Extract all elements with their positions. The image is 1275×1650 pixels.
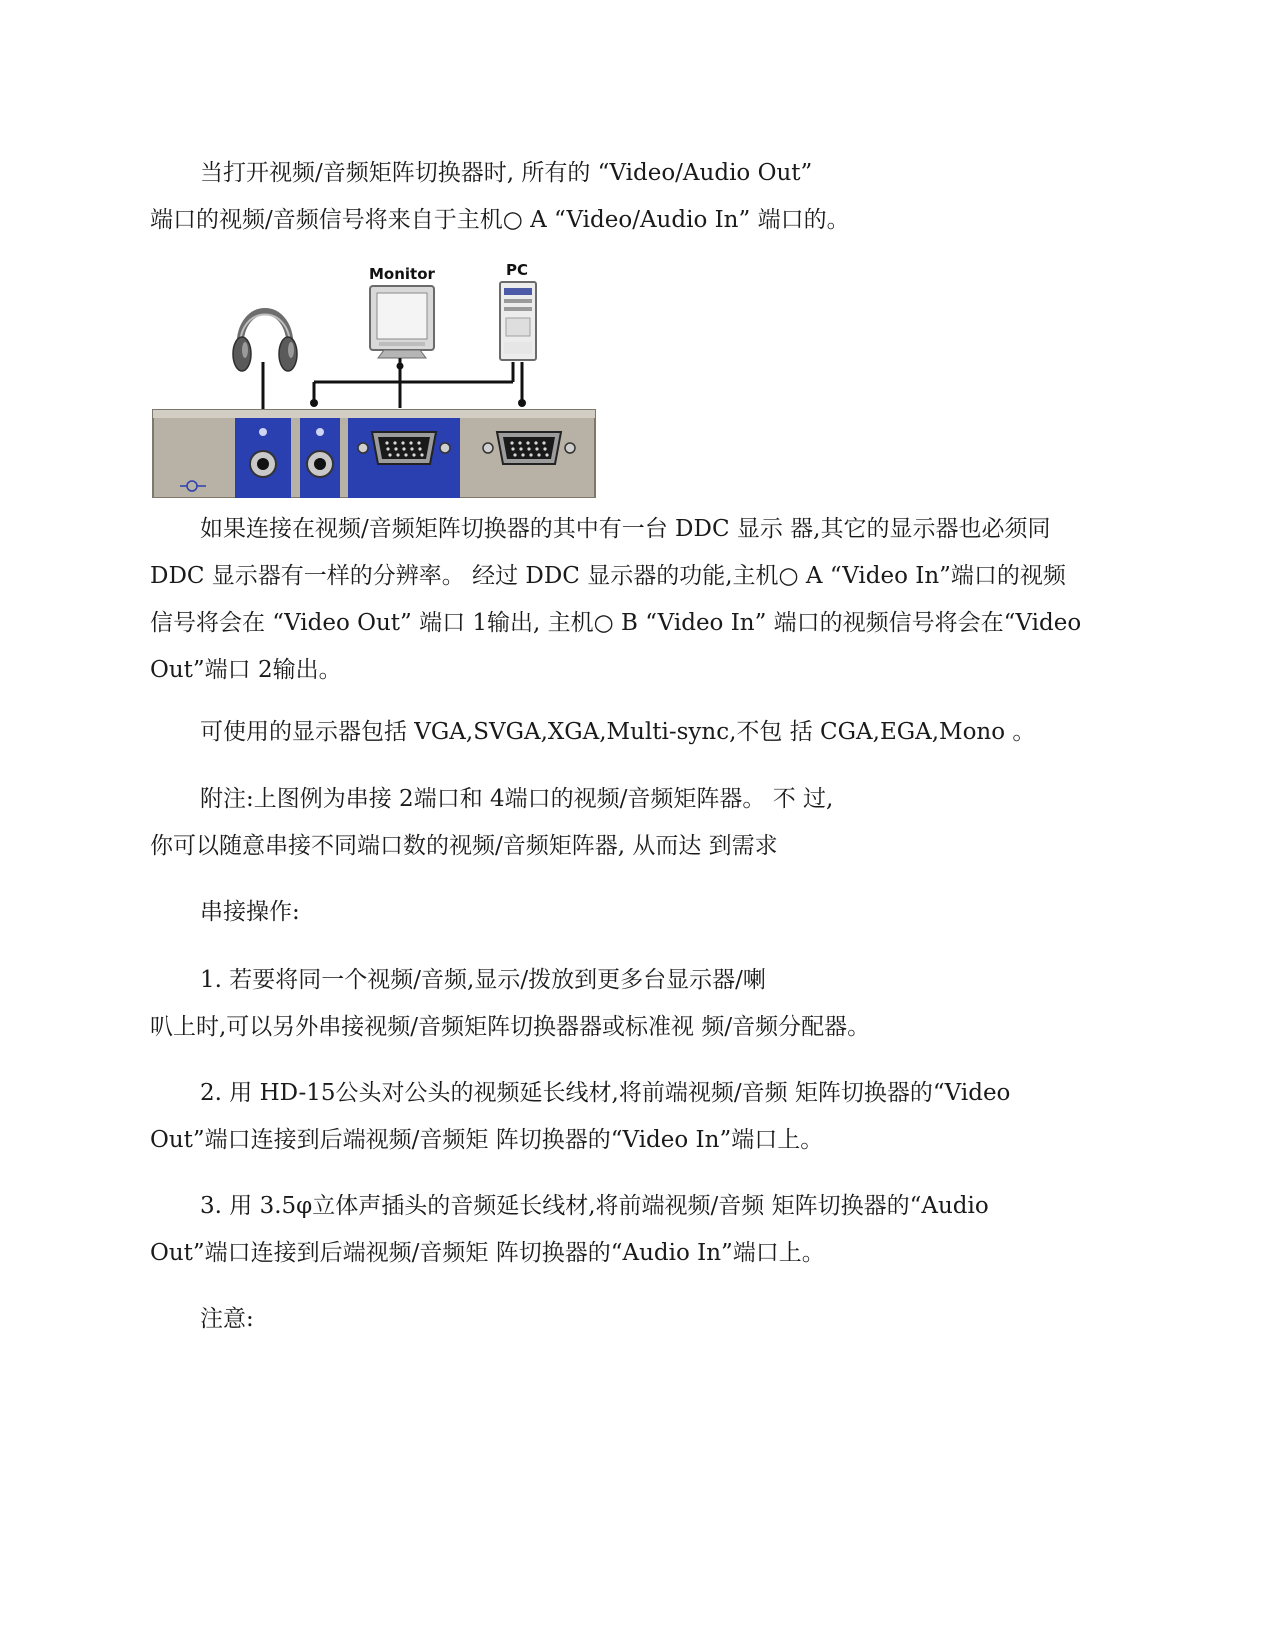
- paragraph-note: [150, 776, 1110, 870]
- text-line: 如果连接在视频/音频矩阵切换器的其中有一台 DDC 显示 器,其它的显示器也必须同: [200, 516, 1051, 542]
- paragraph-supported-monitors: [150, 709, 1110, 756]
- text-line: Out”端口连接到后端视频/音频矩 阵切换器的“Video In”端口上。: [150, 1127, 824, 1153]
- cable-joints: [310, 363, 526, 408]
- section-heading-cascade: [150, 889, 1110, 936]
- text-line: 当打开视频/音频矩阵切换器时, 所有的 “Video/Audio Out”: [200, 160, 813, 186]
- pc-label: PC: [506, 261, 529, 279]
- text-line: 注意:: [200, 1306, 254, 1332]
- text-line: Out”端口 2输出。: [150, 657, 342, 683]
- headphones-icon: [233, 312, 297, 372]
- monitor-label: Monitor: [369, 265, 435, 283]
- text-line: 1. 若要将同一个视频/音频,显示/拨放到更多台显示器/喇: [200, 967, 766, 993]
- text-line: 2. 用 HD-15公头对公头的视频延长线材,将前端视频/音频 矩阵切换器的“Video: [200, 1080, 1011, 1106]
- paragraph-step-2: [150, 1070, 1110, 1164]
- text-line: 可使用的显示器包括 VGA,SVGA,XGA,Multi-sync,不包 括 CGA,EGA,Mono 。: [200, 719, 1036, 745]
- text-line: 端口的视频/音频信号将来自于主机○ A “Video/Audio In” 端口的。: [150, 207, 850, 233]
- text-line: 你可以随意串接不同端口数的视频/音频矩阵器, 从而达 到需求: [150, 833, 778, 859]
- text-line: 信号将会在 “Video Out” 端口 1输出, 主机○ B “Video In” 端口的视频信号将会在“Video: [150, 610, 1082, 636]
- paragraph-step-1: [150, 957, 1110, 1051]
- section-heading-caution: [150, 1296, 1110, 1343]
- text-line: Out”端口连接到后端视频/音频矩 阵切换器的“Audio In”端口上。: [150, 1240, 825, 1266]
- connection-diagram: [150, 258, 630, 498]
- device-rear-panel: [153, 410, 595, 498]
- text-line: 3. 用 3.5φ立体声插头的音频延长线材,将前端视频/音频 矩阵切换器的“Audio: [200, 1193, 989, 1219]
- text-line: 叭上时,可以另外串接视频/音频矩阵切换器器或标准视 频/音频分配器。: [150, 1014, 871, 1040]
- diagram-svg: [150, 258, 630, 498]
- paragraph-intro: [150, 150, 1110, 244]
- pc-tower-icon: [500, 282, 536, 360]
- paragraph-step-3: [150, 1183, 1110, 1277]
- monitor-icon: [370, 286, 434, 358]
- text-line: 串接操作:: [200, 899, 300, 925]
- paragraph-ddc: [150, 506, 1110, 694]
- text-line: 附注:上图例为串接 2端口和 4端口的视频/音频矩阵器。 不 过,: [200, 786, 834, 812]
- text-line: DDC 显示器有一样的分辨率。 经过 DDC 显示器的功能,主机○ A “Video In”端口的视频: [150, 563, 1066, 589]
